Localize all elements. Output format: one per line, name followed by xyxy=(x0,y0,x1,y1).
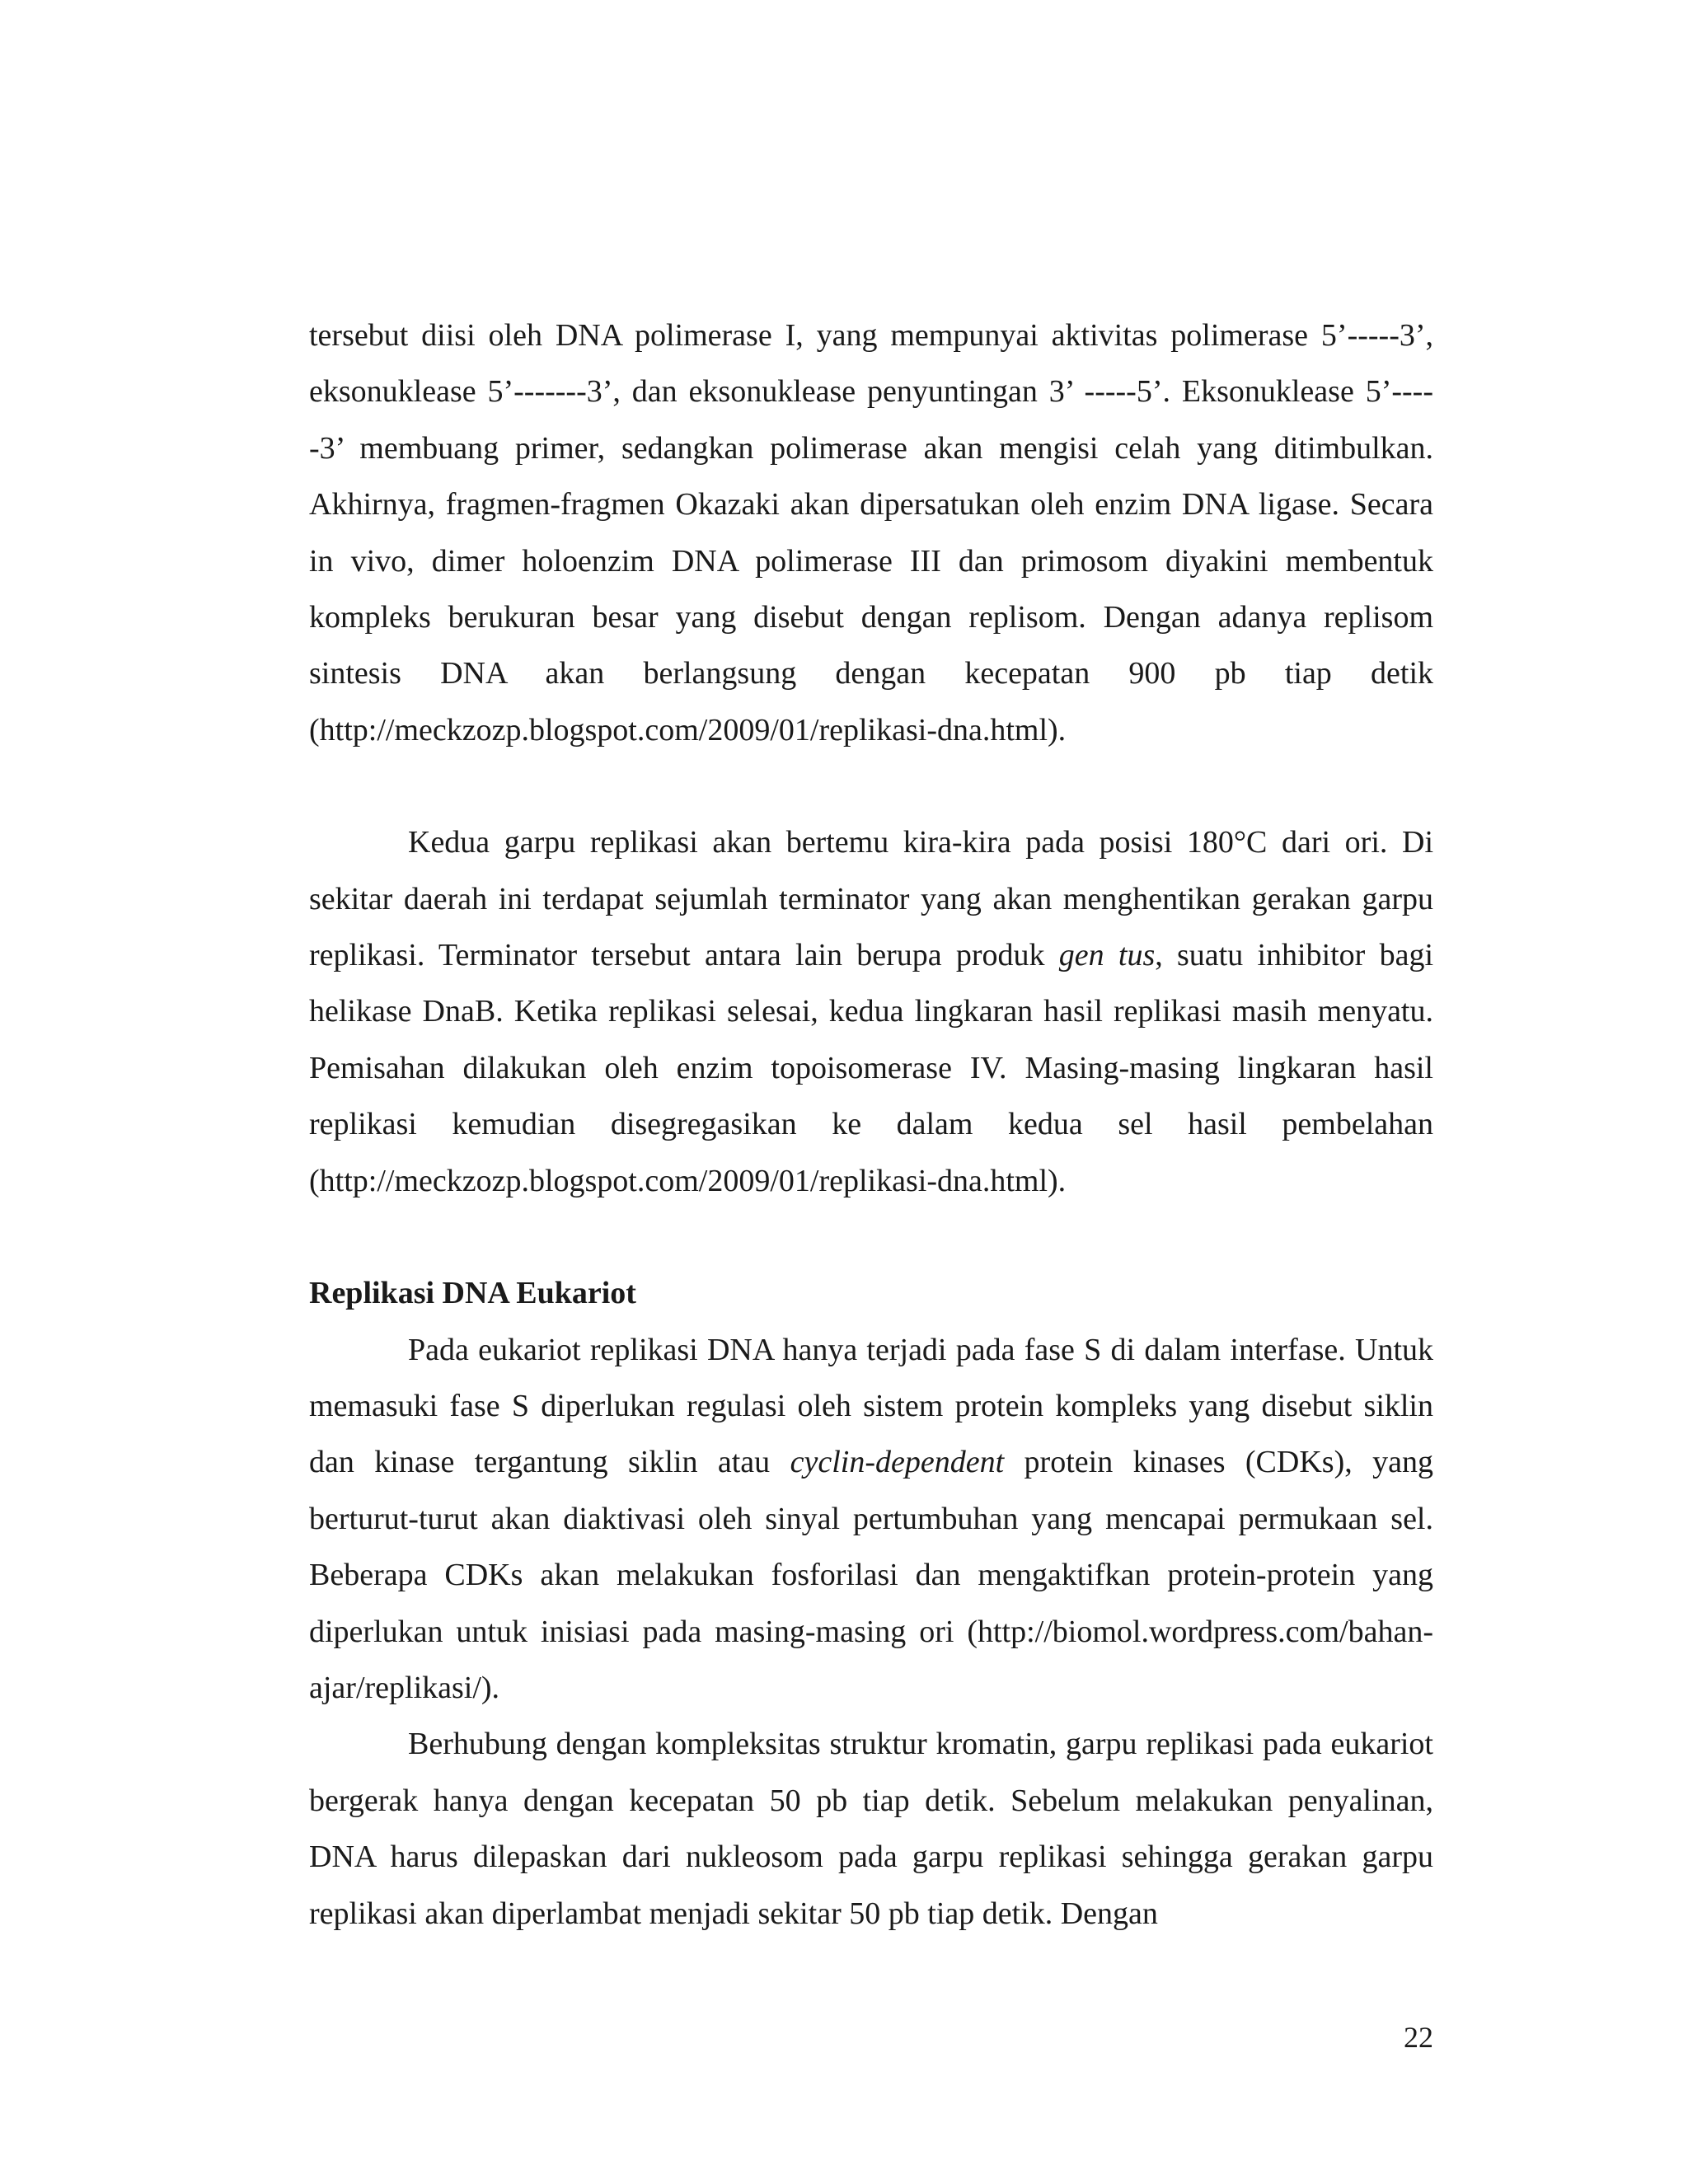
paragraph-kromatin: Berhubung dengan kompleksitas struktur kromatin, garpu replikasi pada eukariot bergerak hanya dengan kecepatan 50 pb tiap detik. Sebelum melakukan penyalinan, DNA harus dilepaskan dari nukleosom pada garpu replikasi sehingga gerakan garpu replikasi akan diperlambat menjadi sekitar 50 pb tiap detik. Dengan xyxy=(309,1727,1433,1931)
document-page xyxy=(309,307,1433,1942)
page-number: 22 xyxy=(1404,2021,1433,2054)
paragraph-terminasi-text-b: , suatu inhibitor bagi helikase DnaB. Ketika replikasi selesai, kedua lingkaran hasil replikasi masih menyatu. Pemisahan dilakukan oleh enzim topoisomerase IV. Masing-masing lingkaran hasil replikasi kemudian disegregasikan ke dalam kedua sel hasil pembelahan (http://meckzozp.blogspot.com/2009/01/replikasi-dna.html). xyxy=(309,938,1434,1198)
section-heading: Replikasi DNA Eukariot xyxy=(309,1276,636,1311)
paragraph-eukariot-text-b: protein kinases (CDKs), yang berturut-turut akan diaktivasi oleh sinyal pertumbuhan yang mencapai permukaan sel. Beberapa CDKs akan melakukan fosforilasi dan mengaktifkan protein-protein yang diperlukan untuk inisiasi pada masing-masing ori (http://biomol.wordpress.com/bahan-ajar/replikasi/). xyxy=(309,1445,1434,1705)
gen-tus-italic: gen tus xyxy=(1058,938,1156,973)
paragraph-eukariot-text-a: Pada eukariot replikasi DNA hanya terjadi pada fase S di dalam interfase. Untuk memasuki fase S diperlukan regulasi oleh sistem protein kompleks yang disebut siklin dan kinase tergantung siklin atau xyxy=(309,1332,1433,1480)
paragraph-terminasi xyxy=(309,814,1433,1209)
paragraph-eukariot xyxy=(309,1322,1433,1717)
paragraph-terminasi-text-a: Kedua garpu replikasi akan bertemu kira-kira pada posisi 180°C dari ori. Di sekitar daerah ini terdapat sejumlah terminator yang akan menghentikan gerakan garpu replikasi. Terminator tersebut antara lain berupa produk xyxy=(309,825,1433,973)
cyclin-dependent-italic: cyclin-dependent xyxy=(790,1445,1005,1480)
paragraph-dna-polimerase: tersebut diisi oleh DNA polimerase I, yang mempunyai aktivitas polimerase 5’-----3’, eksonuklease 5’-------3’, dan eksonuklease penyuntingan 3’ -----5’. Eksonuklease 5’-----3’ membuang primer, sedangkan polimerase akan mengisi celah yang ditimbulkan. Akhirnya, fragmen-fragmen Okazaki akan dipersatukan oleh enzim DNA ligase. Secara in vivo, dimer holoenzim DNA polimerase III dan primosom diyakini membentuk kompleks berukuran besar yang disebut dengan replisom. Dengan adanya replisom sintesis DNA akan berlangsung dengan kecepatan 900 pb tiap detik (http://meckzozp.blogspot.com/2009/01/replikasi-dna.html). xyxy=(309,318,1433,748)
